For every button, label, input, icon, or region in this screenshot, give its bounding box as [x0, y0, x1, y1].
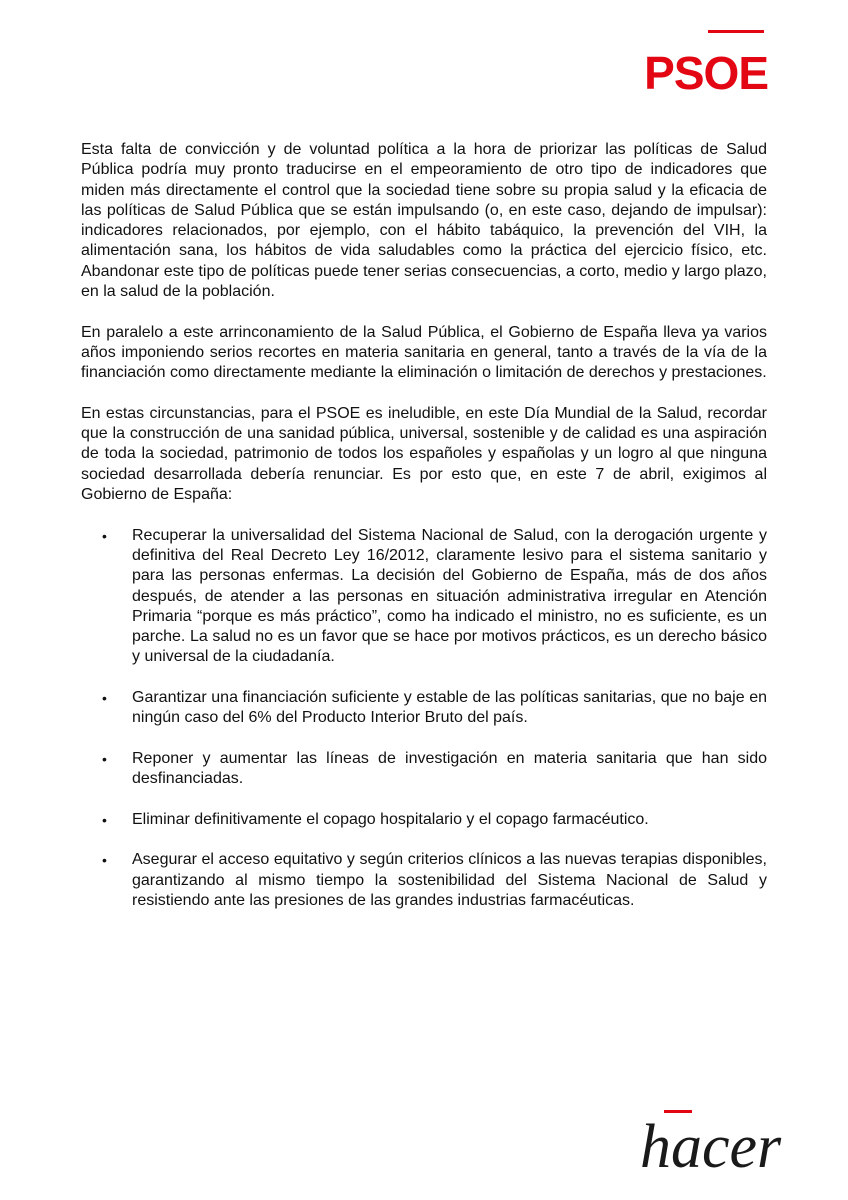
- list-item-text: Garantizar una financiación suficiente y estable de las políticas sanitarias, que no baje en ningún caso del 6% del Producto Interior Bruto del país.: [132, 689, 767, 727]
- bullet-icon: •: [102, 527, 107, 544]
- list-item-text: Asegurar el acceso equitativo y según criterios clínicos a las nuevas terapias disponibles, garantizando al mismo tiempo la sostenibilidad del Sistema Nacional de Salud y resistiendo ante las presiones de las grandes industrias farmacéuticas.: [132, 851, 767, 909]
- paragraph: En paralelo a este arrinconamiento de la Salud Pública, el Gobierno de España lleva ya varios años imponiendo serios recortes en materia sanitaria en general, tanto a través de la vía de la financiación como directamente mediante la eliminación o limitación de derechos y prestaciones.: [81, 323, 767, 382]
- document-body: [81, 140, 767, 932]
- paragraph: Esta falta de convicción y de voluntad política a la hora de priorizar las políticas de Salud Pública podría muy pronto traducirse en el empeoramiento de otro tipo de indicadores que miden más directamente el control que la sociedad tiene sobre su propia salud y la eficacia de las políticas de Salud Pública que se están impulsando (o, en este caso, dejando de impulsar): indicadores relacionados, por ejemplo, con el hábito tabáquico, la prevención del VIH, la alimentación sana, los hábitos de vida saludables como la práctica del ejercicio físico, etc. Abandonar este tipo de políticas puede tener serias consecuencias, a corto, medio y largo plazo, en la salud de la población.: [81, 141, 767, 301]
- paragraph: En estas circunstancias, para el PSOE es ineludible, en este Día Mundial de la Salud, recordar que la construcción de una sanidad pública, universal, sostenible y de calidad es una aspiración de toda la sociedad, patrimonio de todos los españoles y españolas y un logro al que ninguna sociedad desarrollada debería renunciar. Es por esto que, en este 7 de abril, exigimos al Gobierno de España:: [81, 404, 767, 504]
- hacer-logo: [640, 1110, 790, 1182]
- logo-accent-bar: [708, 30, 764, 33]
- list-item-text: Eliminar definitivamente el copago hospitalario y el copago farmacéutico.: [132, 810, 649, 828]
- list-item-text: Recuperar la universalidad del Sistema Nacional de Salud, con la derogación urgente y definitiva del Real Decreto Ley 16/2012, claramente lesivo para el sistema sanitario y para las personas enfermas. La decisión del Gobierno de España, más de dos años después, de atender a las personas en situación administrativa irregular en Atención Primaria “porque es más práctico”, como ha indicado el ministro, no es suficiente, es un parche. La salud no es un favor que se hace por motivos prácticos, es un derecho básico y universal de la ciudadanía.: [132, 526, 767, 666]
- demands-list: [81, 526, 767, 912]
- list-item: [81, 810, 767, 830]
- list-item: [81, 749, 767, 790]
- list-item: [81, 526, 767, 668]
- bullet-icon: •: [102, 690, 107, 707]
- psoe-logo: [644, 30, 768, 100]
- psoe-logo-text: PSOE: [644, 47, 768, 99]
- list-item: [81, 850, 767, 911]
- bullet-icon: •: [102, 852, 107, 869]
- hacer-logo-text: hacer: [640, 1113, 782, 1181]
- bullet-icon: •: [102, 750, 107, 767]
- list-item-text: Reponer y aumentar las líneas de investigación en materia sanitaria que han sido desfinanciadas.: [132, 749, 767, 788]
- bullet-icon: •: [102, 811, 107, 828]
- list-item: [81, 688, 767, 729]
